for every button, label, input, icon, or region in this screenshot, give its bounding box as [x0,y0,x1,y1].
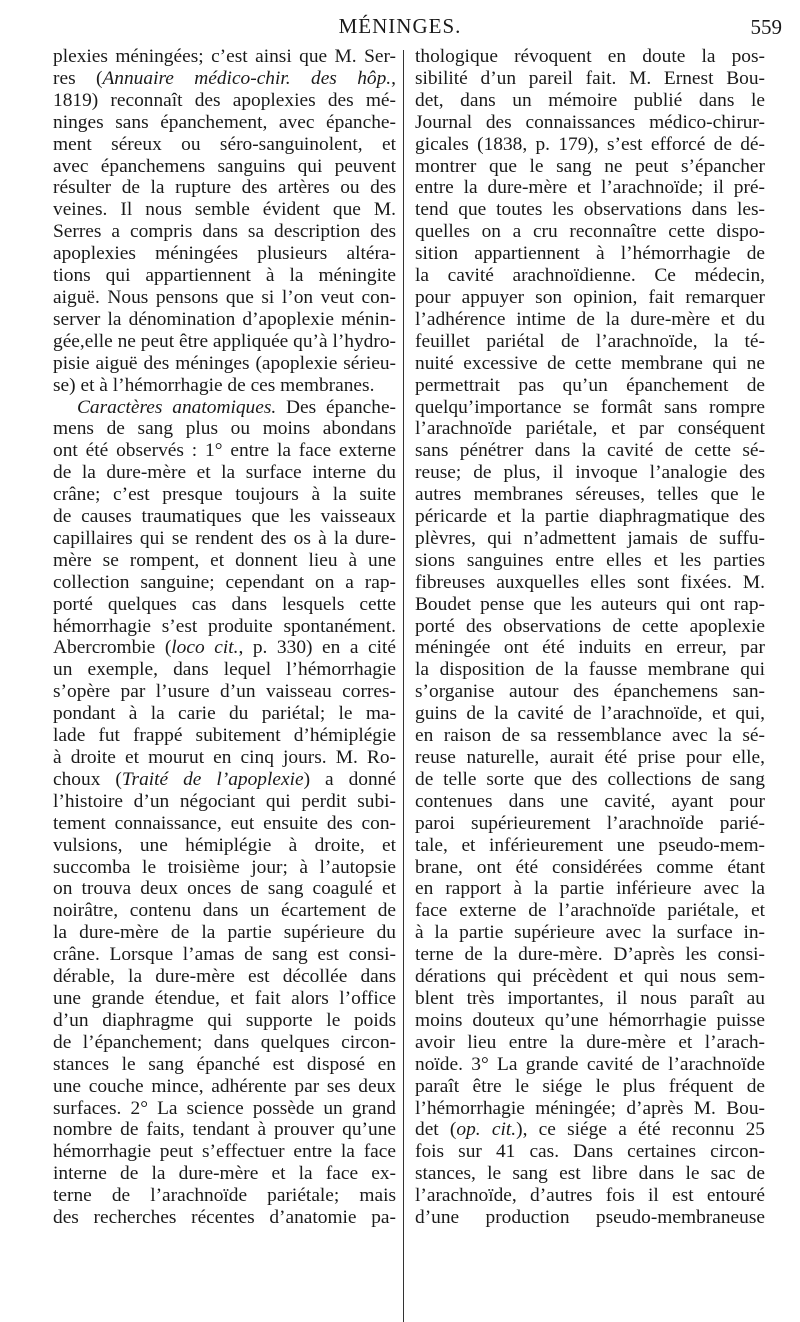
text-line: se) et à l’hémorrhagie de ces membranes. [53,374,375,396]
text-line: face externe de l’arachnoïde pariétale, et [415,900,765,922]
text-line: l’adhérence intime de la dure-mère et du [415,308,765,330]
text-line: gée,elle ne peut être appliquée qu’à l’hydro- [53,330,396,352]
text-line: de la dure-mère et la surface interne du [53,462,396,484]
text-line: Abercrombie (loco cit., p. 330) en a cité [53,637,396,659]
text-line: det (op. cit.), ce siége a été reconnu 25 [415,1119,765,1141]
text-line: crâne; c’est presque toujours à la suite [53,484,396,506]
text-line: reuse naturelle, aurait été prise pour elle, [415,747,765,768]
text-line: autres membranes séreuses, telles que le [415,484,765,506]
text-line: mère se rompent, et donnent lieu à une [53,549,396,571]
text-line: sions sanguines entre elles et les parties [415,549,765,571]
text-line: succomba le troisième jour; à l’autopsie [53,856,396,878]
text-line: fois sur 41 cas. Dans certaines circon- [415,1141,765,1163]
text-line: Boudet pense que les auteurs qui ont rap- [415,593,765,615]
text-line: ment séreux ou séro-sanguinolent, et [53,133,396,155]
text-line: porté quelques cas dans lesquels cette [53,593,396,615]
text-line: crâne. Lorsque l’amas de sang est consi- [53,944,396,966]
text-line: noïde. 3° La grande cavité de l’arachnoïde [415,1053,765,1075]
text-line: Journal des connaissances médico-chirur- [415,111,765,133]
text-line: péricarde et la partie diaphragmatique des [415,506,765,528]
text-line: tend que toutes les observations dans les- [415,199,765,221]
text-line: brane, ont été considérées comme étant [415,856,765,878]
text-line: permettrait pas qu’un épanchement de [415,374,765,396]
text-line: sition appartiennent à l’hémorrhagie de [415,243,765,265]
text-line: hémorrhagie peut s’effectuer entre la face [53,1141,396,1163]
text-line: avec épanchemens sanguins qui peuvent [53,155,396,177]
text-line: surfaces. 2° La science possède un grand [53,1097,396,1119]
text-line: pisie aiguë des méninges (apoplexie sérieu- [53,352,396,374]
text-line: veines. Il nous semble évident que M. [53,199,396,221]
text-line: tement connaissance, eut ensuite des con- [53,812,396,834]
text-line: l’hémorrhagie méningée; d’après M. Bou- [415,1097,765,1119]
page-number: 559 [750,15,782,39]
text-line: det, dans un mémoire publié dans le [415,89,765,111]
text-line: hémorrhagie s’est produite spontanément. [53,615,396,637]
text-line: en raison de sa ressemblance avec la sé- [415,725,765,747]
text-line: s’organise autour des épanchemens san- [415,681,765,703]
text-line: on trouva deux onces de sang coagulé et [53,878,396,900]
text-line: résulter de la rupture des artères ou des [53,177,396,199]
text-line: de l’épanchement; dans quelques circon- [53,1031,396,1053]
text-line: feuillet pariétal de l’arachnoïde, la té- [415,330,765,352]
text-line: Caractères anatomiques. Des épanche- [77,396,396,418]
text-line: sibilité d’un pareil fait. M. Ernest Bou- [415,67,765,89]
text-line: montrer que le sang ne peut s’épancher [415,155,765,177]
text-line: tions qui appartiennent à la méningite [53,265,396,287]
text-line: dérable, la dure-mère est décollée dans [53,966,396,988]
text-line: choux (Traité de l’apoplexie) a donné [53,768,396,790]
text-line: une couche mince, adhérente par ses deux [53,1075,396,1097]
text-line: la dure-mère de la partie supérieure du [53,922,396,944]
text-line: nuité excessive de cette membrane qui ne [415,352,765,374]
text-line: méningée ont été induits en erreur, par [415,637,765,659]
text-line: Serres a compris dans sa description des [53,221,396,243]
text-line: ont été observés : 1° entre la face externe [53,440,396,462]
text-line: avoir lieu entre la dure-mère et l’arach- [415,1031,765,1053]
text-line: tale, et inférieurement une pseudo-mem- [415,834,765,856]
text-line: thologique révoquent en doute la pos- [415,46,765,67]
text-line: plexies méningées; c’est ainsi que M. Ser- [53,46,396,67]
column-divider [403,50,404,1322]
text-line: d’un diaphragme qui supporte le poids [53,1009,396,1031]
text-line: l’arachnoïde pariétale, et par conséquent [415,418,765,440]
text-line: l’histoire d’un négociant qui perdit subi- [53,790,396,812]
text-line: moins douteux qu’une hémorrhagie puisse [415,1009,765,1031]
right-column [415,46,765,1229]
text-line: interne de la dure-mère et la face ex- [53,1163,396,1185]
text-line: stances le sang épanché est disposé en [53,1053,396,1075]
text-line: vulsions, une hémiplégie à droite, et [53,834,396,856]
text-line: collection sanguine; cependant on a rap- [53,571,396,593]
text-line: ninges sans épanchement, avec épanche- [53,111,396,133]
text-line: une grande étendue, et fait alors l’office [53,987,396,1009]
text-line: stances, le sang est libre dans le sac de [415,1163,765,1185]
text-line: pondant à la carie du pariétal; le ma- [53,703,396,725]
text-line: entre la dure-mère et l’arachnoïde; il pré- [415,177,765,199]
text-line: server la dénomination d’apoplexie ménin- [53,308,396,330]
text-line: sans pénétrer dans la cavité de cette sé- [415,440,765,462]
text-line: gicales (1838, p. 179), s’est efforcé de dé- [415,133,765,155]
text-line: de telle sorte que des collections de sang [415,768,765,790]
running-title: MÉNINGES. [338,14,462,38]
text-line: des recherches récentes d’anatomie pa- [53,1207,396,1229]
text-line: à la partie supérieure avec la surface in- [415,922,765,944]
text-line: la disposition de la fausse membrane qui [415,659,765,681]
text-line: dérations qui précèdent et qui nous sem- [415,966,765,988]
text-line: fibreuses auxquelles elles sont fixées. M. [415,571,765,593]
text-line: mens de sang plus ou moins abondans [53,418,396,440]
text-line: en rapport à la partie inférieure avec la [415,878,765,900]
text-line: noirâtre, contenu dans un écartement de [53,900,396,922]
text-line: terne de la dure-mère. D’après les consi- [415,944,765,966]
text-line: nombre de faits, tendant à prouver qu’une [53,1119,396,1141]
text-line: reuse; de plus, il invoque l’analogie des [415,462,765,484]
text-line: aiguë. Nous pensons que si l’on veut con- [53,286,396,308]
text-line: res (Annuaire médico-chir. des hôp., [53,67,396,89]
text-line: s’opère par l’usure d’un vaisseau corres- [53,681,396,703]
text-line: la cavité arachnoïdienne. Ce médecin, [415,265,765,287]
text-line: 1819) reconnaît des apoplexies des mé- [53,89,396,111]
text-line: paraît être le siége le plus fréquent de [415,1075,765,1097]
text-line: pour appuyer son opinion, fait remarquer [415,286,765,308]
text-line: quelqu’importance se formât sans rompre [415,396,765,418]
text-line: un exemple, dans lequel l’hémorrhagie [53,659,396,681]
text-line: blent très importantes, il nous paraît au [415,987,765,1009]
text-line: de causes traumatiques que les vaisseaux [53,506,396,528]
text-line: l’arachnoïde, d’autres fois il est entouré [415,1185,765,1207]
page-header [0,14,800,44]
text-line: contenues dans une cavité, ayant pour [415,790,765,812]
text-line: lade fut frappé subitement d’hémiplégie [53,725,396,747]
text-line: quelles on a cru reconnaître cette dispo- [415,221,765,243]
text-line: capillaires qui se rendent des os à la dure- [53,527,396,549]
text-line: porté des observations de cette apoplexie [415,615,765,637]
text-line: terne de l’arachnoïde pariétale; mais [53,1185,396,1207]
text-line: plèvres, qui n’admettent jamais de suffu- [415,527,765,549]
text-line: à droite et mourut en cinq jours. M. Ro- [53,747,396,768]
text-line: d’une production pseudo-membraneuse [415,1207,765,1229]
left-column [53,46,396,1229]
text-line: apoplexies méningées plusieurs altéra- [53,243,396,265]
text-line: paroi supérieurement l’arachnoïde parié- [415,812,765,834]
text-line: guins de la cavité de l’arachnoïde, et qui, [415,703,765,725]
